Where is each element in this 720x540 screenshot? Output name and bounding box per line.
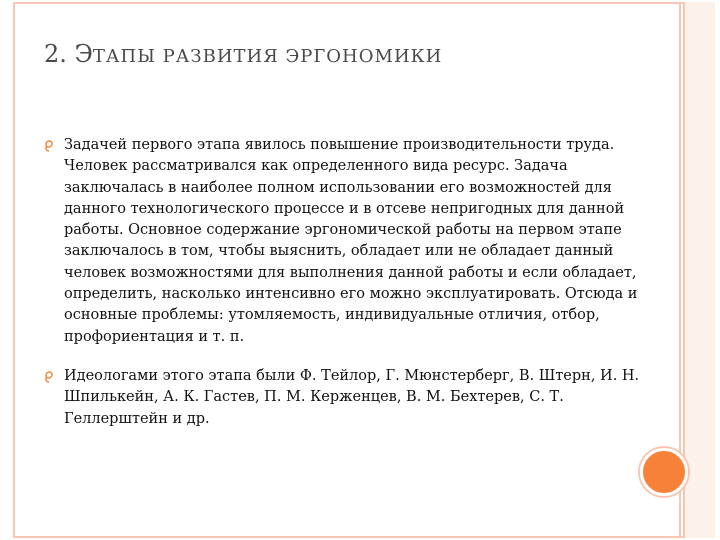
side-decorative-band xyxy=(683,2,715,538)
slide-content xyxy=(40,135,640,448)
swirl-bullet-icon xyxy=(43,135,55,156)
slide-title xyxy=(44,40,664,76)
orange-circle-icon xyxy=(640,448,688,496)
title-number: 2. Э xyxy=(44,40,93,68)
bullet-item xyxy=(40,135,640,348)
bullet-item xyxy=(40,366,640,430)
bullet-text: Идеологами этого этапа были Ф. Тейлор, Г. Мюнстерберг, В. Штерн, И. Н. Шпилькейн, А. К. Гастев, П. М. Керженцев, В. М. Бехтерев, С. Т. Геллерштейн и др. xyxy=(64,367,640,427)
title-rest: ТАПЫ РАЗВИТИЯ ЭРГОНОМИКИ xyxy=(92,46,443,67)
bullet-text: Задачей первого этапа явилось повышение производительности труда. Человек рассматривался как определенного вида ресурс. Задача заключалась в наиболее полном использовании его возможностей для данного технологического процессе и в отсеве непригодных для данной работы. Основное содержание эргономической работы на первом этапе заключалось в том, чтобы выяснить, обладает или не обладает данный человек возможностями для выполнения данной работы и если обладает, определить, насколько интенсивно его можно эксплуатировать. Отсюда и основные проблемы: утомляемость, индивидуальные отличия, отбор, профориентация и т. п. xyxy=(64,137,638,345)
swirl-bullet-icon xyxy=(43,366,55,387)
